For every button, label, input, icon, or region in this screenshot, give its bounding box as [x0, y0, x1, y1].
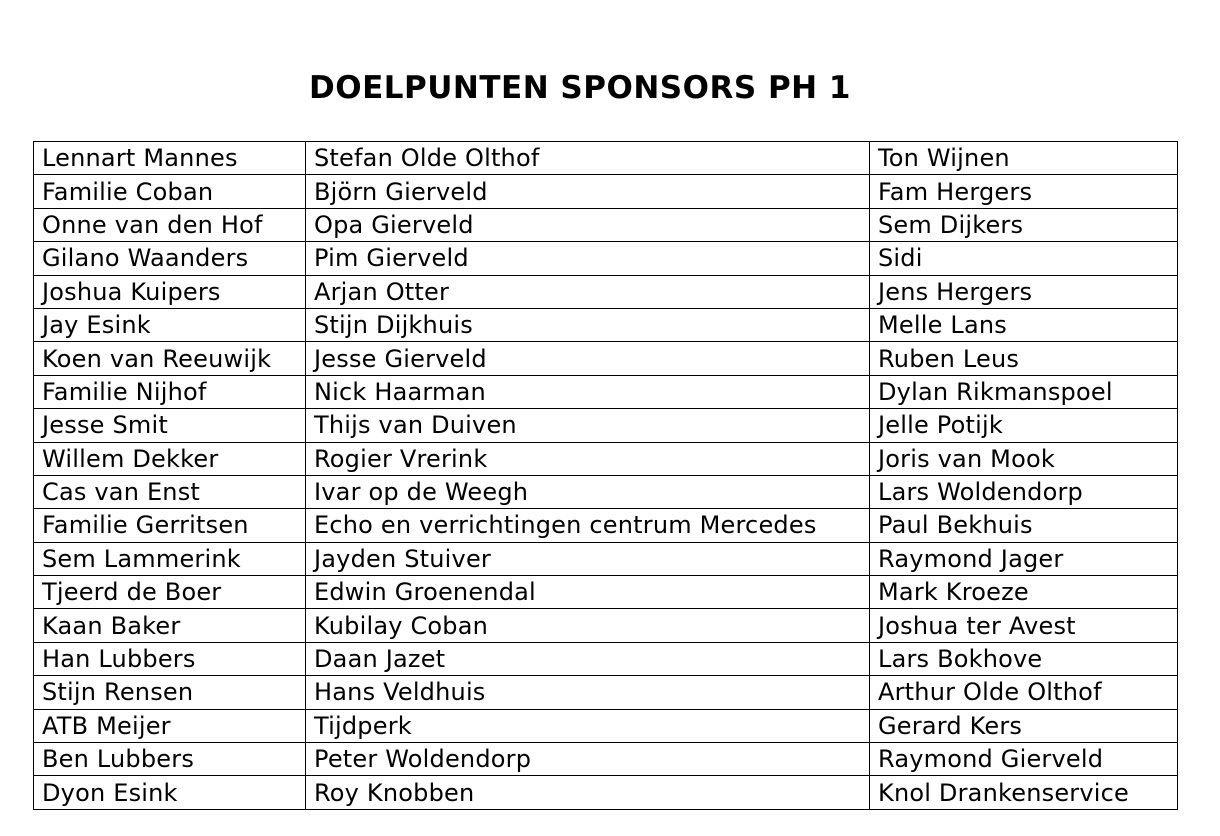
table-cell: Edwin Groenendal [306, 576, 870, 609]
table-cell: Nick Haarman [306, 375, 870, 408]
table-cell: Stijn Rensen [34, 676, 306, 709]
table-cell: Tjeerd de Boer [34, 576, 306, 609]
table-row [34, 642, 1178, 675]
table-row [34, 509, 1178, 542]
table-cell: Stijn Dijkhuis [306, 308, 870, 341]
table-cell: Sem Lammerink [34, 542, 306, 575]
table-cell: Raymond Gierveld [870, 743, 1178, 776]
table-cell: Daan Jazet [306, 642, 870, 675]
table-row [34, 776, 1178, 809]
table-row [34, 542, 1178, 575]
table-row [34, 609, 1178, 642]
table-cell: Stefan Olde Olthof [306, 142, 870, 175]
table-cell: Koen van Reeuwijk [34, 342, 306, 375]
table-cell: Thijs van Duiven [306, 409, 870, 442]
table-cell: Jesse Gierveld [306, 342, 870, 375]
table-cell: Cas van Enst [34, 475, 306, 508]
table-cell: Willem Dekker [34, 442, 306, 475]
sponsors-table-body [34, 142, 1178, 810]
table-row [34, 442, 1178, 475]
table-row [34, 409, 1178, 442]
table-cell: Knol Drankenservice [870, 776, 1178, 809]
table-cell: Kubilay Coban [306, 609, 870, 642]
document-title: DOELPUNTEN SPONSORS PH 1 [309, 70, 851, 106]
table-cell: Kaan Baker [34, 609, 306, 642]
table-cell: Gilano Waanders [34, 242, 306, 275]
table-cell: Joris van Mook [870, 442, 1178, 475]
table-cell: Familie Coban [34, 175, 306, 208]
table-cell: Lars Woldendorp [870, 475, 1178, 508]
table-cell: Roy Knobben [306, 776, 870, 809]
table-cell: Joshua ter Avest [870, 609, 1178, 642]
table-cell: Jelle Potijk [870, 409, 1178, 442]
table-cell: Dyon Esink [34, 776, 306, 809]
table-cell: Sidi [870, 242, 1178, 275]
table-row [34, 242, 1178, 275]
sponsors-table [33, 141, 1178, 810]
table-cell: Paul Bekhuis [870, 509, 1178, 542]
table-cell: Hans Veldhuis [306, 676, 870, 709]
table-cell: Arjan Otter [306, 275, 870, 308]
table-row [34, 142, 1178, 175]
table-row [34, 175, 1178, 208]
table-cell: Ben Lubbers [34, 743, 306, 776]
table-cell: Tijdperk [306, 709, 870, 742]
table-row [34, 208, 1178, 241]
table-row [34, 375, 1178, 408]
table-cell: Lars Bokhove [870, 642, 1178, 675]
table-cell: Echo en verrichtingen centrum Mercedes [306, 509, 870, 542]
table-cell: Rogier Vrerink [306, 442, 870, 475]
table-cell: Pim Gierveld [306, 242, 870, 275]
table-row [34, 342, 1178, 375]
table-row [34, 676, 1178, 709]
table-cell: Jayden Stuiver [306, 542, 870, 575]
table-row [34, 576, 1178, 609]
table-row [34, 709, 1178, 742]
table-cell: Familie Nijhof [34, 375, 306, 408]
table-row [34, 308, 1178, 341]
table-cell: Ruben Leus [870, 342, 1178, 375]
table-cell: Joshua Kuipers [34, 275, 306, 308]
table-cell: Opa Gierveld [306, 208, 870, 241]
table-cell: Jesse Smit [34, 409, 306, 442]
table-row [34, 475, 1178, 508]
table-cell: Peter Woldendorp [306, 743, 870, 776]
table-cell: Jay Esink [34, 308, 306, 341]
table-cell: Gerard Kers [870, 709, 1178, 742]
table-cell: Ton Wijnen [870, 142, 1178, 175]
table-cell: Dylan Rikmanspoel [870, 375, 1178, 408]
table-cell: Onne van den Hof [34, 208, 306, 241]
table-cell: Melle Lans [870, 308, 1178, 341]
table-row [34, 743, 1178, 776]
table-cell: Ivar op de Weegh [306, 475, 870, 508]
table-row [34, 275, 1178, 308]
table-cell: Raymond Jager [870, 542, 1178, 575]
table-cell: Lennart Mannes [34, 142, 306, 175]
table-cell: Jens Hergers [870, 275, 1178, 308]
table-cell: Mark Kroeze [870, 576, 1178, 609]
table-cell: Fam Hergers [870, 175, 1178, 208]
table-cell: Han Lubbers [34, 642, 306, 675]
table-cell: Sem Dijkers [870, 208, 1178, 241]
table-cell: Familie Gerritsen [34, 509, 306, 542]
table-cell: ATB Meijer [34, 709, 306, 742]
table-cell: Björn Gierveld [306, 175, 870, 208]
table-cell: Arthur Olde Olthof [870, 676, 1178, 709]
